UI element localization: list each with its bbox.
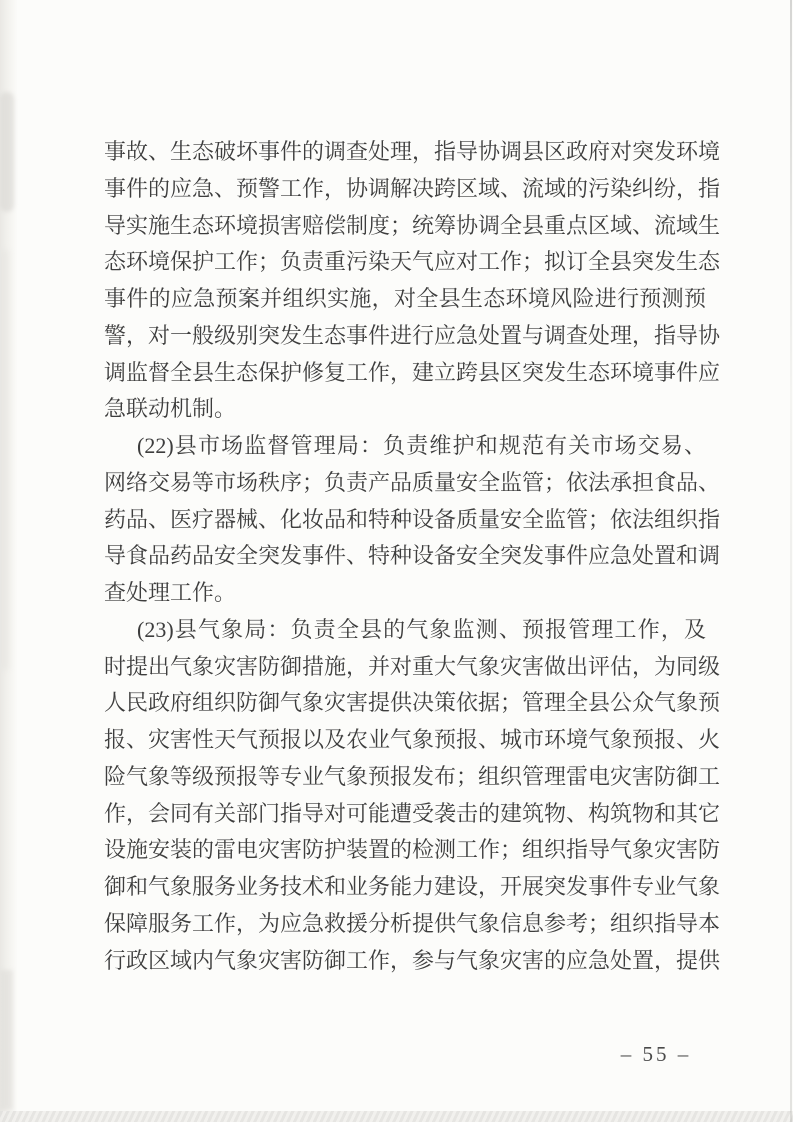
scan-artifact-left-smudge-top (0, 92, 14, 212)
text-line: 保障服务工作，为应急救援分析提供气象信息参考；组织指导本 (104, 910, 721, 936)
text-line: 警，对一般级别突发生态事件进行应急处置与调查处理，指导协 (104, 322, 721, 348)
scan-artifact-left-smudge-middle (0, 250, 9, 670)
page-number: – 55 – (620, 1042, 692, 1066)
text-line: 导食品药品安全突发事件、特种设备安全突发事件应急处置和调 (104, 543, 721, 569)
text-line: 态环境保护工作；负责重污染天气应对工作；拟订全县突发生态 (104, 249, 721, 275)
text-line: 行政区域内气象灾害防御工作，参与气象灾害的应急处置，提供 (104, 947, 721, 973)
text-line: (23)县气象局：负责全县的气象监测、预报管理工作，及 (137, 616, 706, 642)
text-line: 调监督全县生态保护修复工作，建立跨县区突发生态环境事件应 (104, 359, 721, 385)
scan-artifact-right-edge (790, 0, 792, 1122)
text-line: 险气象等级预报等专业气象预报发布；组织管理雷电灾害防御工 (104, 763, 721, 789)
text-line: 报、灾害性天气预报以及农业气象预报、城市环境气象预报、火 (104, 727, 721, 752)
text-line: 事故、生态破坏事件的调查处理，指导协调县区政府对突发环境 (104, 139, 721, 164)
text-line: 药品、医疗器械、化妆品和特种设备质量安全监管；依法组织指 (104, 506, 721, 532)
scan-artifact-left-smudge-bottom (0, 970, 13, 1110)
text-body (104, 134, 721, 979)
text-line: (22)县市场监督管理局：负责维护和规范有关市场交易、 (137, 433, 706, 458)
text-line: 导实施生态环境损害赔偿制度；统筹协调全县重点区域、流域生 (104, 212, 721, 238)
scan-artifact-bottom-edge (0, 1111, 793, 1122)
text-line: 人民政府组织防御气象灾害提供决策依据；管理全县公众气象预 (104, 690, 721, 716)
text-line: 网络交易等市场秩序；负责产品质量安全监管；依法承担食品、 (104, 469, 721, 495)
text-line: 事件的应急、预警工作，协调解决跨区域、流域的污染纠纷，指 (104, 175, 721, 201)
text-line: 御和气象服务业务技术和业务能力建设，开展突发事件专业气象 (104, 874, 721, 899)
text-line: 时提出气象灾害防御措施，并对重大气象灾害做出评估，为同级 (104, 653, 721, 679)
text-line: 作，会同有关部门指导对可能遭受袭击的建筑物、构筑物和其它 (104, 800, 721, 826)
text-line: 事件的应急预案并组织实施，对全县生态环境风险进行预测预 (104, 286, 706, 311)
text-line: 设施安装的雷电灾害防护装置的检测工作；组织指导气象灾害防 (104, 837, 721, 863)
text-line: 查处理工作。 (104, 580, 237, 605)
text-line: 急联动机制。 (104, 396, 237, 422)
